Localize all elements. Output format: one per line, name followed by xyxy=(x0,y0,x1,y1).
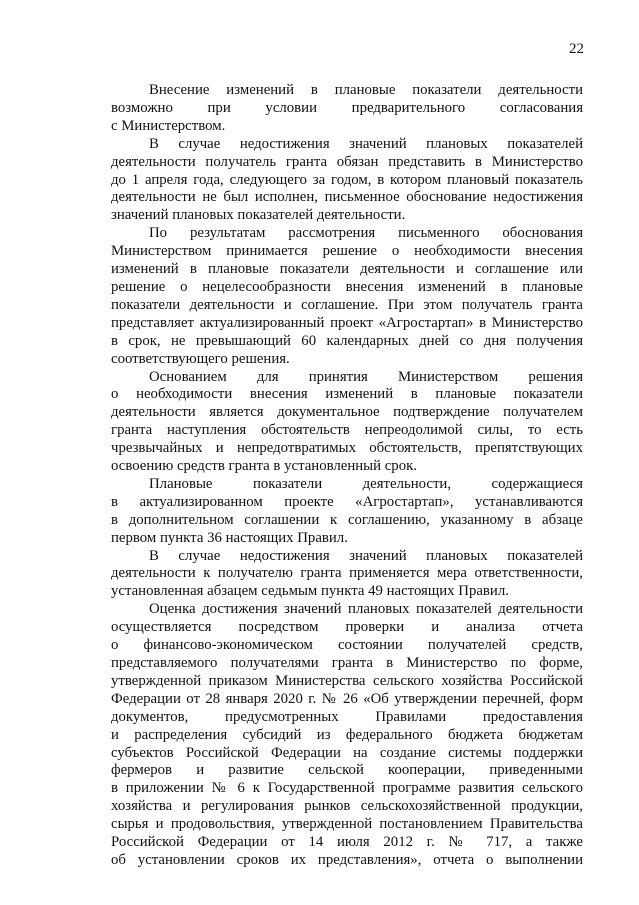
text-line: чрезвычайных и непредотвратимых обстоятельств, препятствующих xyxy=(111,440,583,457)
paragraph xyxy=(111,476,583,548)
text-line: возможно при условии предварительного согласования xyxy=(111,99,583,116)
text-line: установленная абзацем седьмым пункта 49 настоящих Правил. xyxy=(111,583,509,600)
text-line: документов, предусмотренных Правилами предоставления xyxy=(111,708,583,725)
text-line: По результатам рассмотрения письменного обоснования xyxy=(149,225,583,242)
paragraph xyxy=(111,548,583,602)
text-line: в дополнительном соглашении к соглашению, указанному в абзаце xyxy=(111,511,583,528)
text-line: в актуализированном проекте «Агростартап», устанавливаются xyxy=(111,493,583,510)
text-line: деятельности не был исполнен, письменное обоснование недостижения xyxy=(111,189,583,206)
text-line: фермеров и развитие сельской кооперации, приведенными xyxy=(111,762,583,779)
text-line: о необходимости внесения изменений в плановые показатели xyxy=(111,386,583,403)
text-line: Министерством принимается решение о необходимости внесения xyxy=(111,243,583,260)
text-line: Внесение изменений в плановые показатели деятельности xyxy=(149,82,583,98)
document-body xyxy=(111,82,583,870)
text-line: хозяйства и регулирования рынков сельскохозяйственной продукции, xyxy=(111,798,583,815)
text-line: В случае недостижения значений плановых показателей xyxy=(149,547,583,564)
text-line: Российской Федерации от 14 июля 2012 г. № 717, а также xyxy=(111,834,583,851)
page-number: 22 xyxy=(569,41,584,57)
text-line: до 1 апреля года, следующего за годом, в котором плановый показатель xyxy=(111,171,583,188)
text-line: освоению средств гранта в установленный срок. xyxy=(111,458,417,475)
paragraph xyxy=(111,82,583,136)
text-line: осуществляется посредством проверки и анализа отчета xyxy=(111,619,583,636)
text-line: Плановые показатели деятельности, содержащиеся xyxy=(149,475,583,492)
paragraph xyxy=(111,369,583,476)
text-line: Оценка достижения значений плановых показателей деятельности xyxy=(149,601,583,618)
text-line: Федерации от 28 января 2020 г. № 26 «Об утверждении перечней, форм xyxy=(111,690,583,707)
text-line: сырья и продовольствия, утвержденной постановлением Правительства xyxy=(111,816,583,833)
text-line: утвержденной приказом Министерства сельского хозяйства Российской xyxy=(111,672,583,689)
text-line: деятельности к получателю гранта применяется мера ответственности, xyxy=(111,565,583,582)
text-line: об установлении сроков их представления», отчета о выполнении xyxy=(111,851,583,868)
text-line: показатели деятельности и соглашение. При этом получатель гранта xyxy=(111,296,583,313)
text-line: деятельности является документальное подтверждение получателем xyxy=(111,404,583,421)
text-line: первом пункта 36 настоящих Правил. xyxy=(111,529,348,546)
text-line: о финансово-экономическом состоянии получателей средств, xyxy=(111,637,583,654)
text-line: с Министерством. xyxy=(111,117,226,134)
text-line: изменений в плановые показатели деятельности и соглашение или xyxy=(111,261,583,278)
text-line: соответствующего решения. xyxy=(111,350,290,367)
text-line: гранта наступления обстоятельств непреодолимой силы, то есть xyxy=(111,422,583,439)
paragraph xyxy=(111,601,583,870)
text-line: в срок, не превышающий 60 календарных дней со дня получения xyxy=(111,332,583,349)
text-line: в приложении № 6 к Государственной программе развития сельского xyxy=(111,780,583,797)
text-line: Основанием для принятия Министерством решения xyxy=(149,368,583,385)
text-line: значений плановых показателей деятельности. xyxy=(111,207,406,224)
text-line: субъектов Российской Федерации на создание системы поддержки xyxy=(111,744,583,761)
text-line: В случае недостижения значений плановых показателей xyxy=(149,135,583,152)
text-line: представляет актуализированный проект «Агростартап» в Министерство xyxy=(111,314,583,331)
text-line: решение о нецелесообразности внесения изменений в плановые xyxy=(111,278,583,295)
paragraph xyxy=(111,136,583,226)
paragraph xyxy=(111,225,583,368)
text-line: деятельности получатель гранта обязан представить в Министерство xyxy=(111,153,583,170)
text-line: представляемого получателями гранта в Министерство по форме, xyxy=(111,655,583,671)
text-line: и распределения субсидий из федерального бюджета бюджетам xyxy=(111,726,583,743)
